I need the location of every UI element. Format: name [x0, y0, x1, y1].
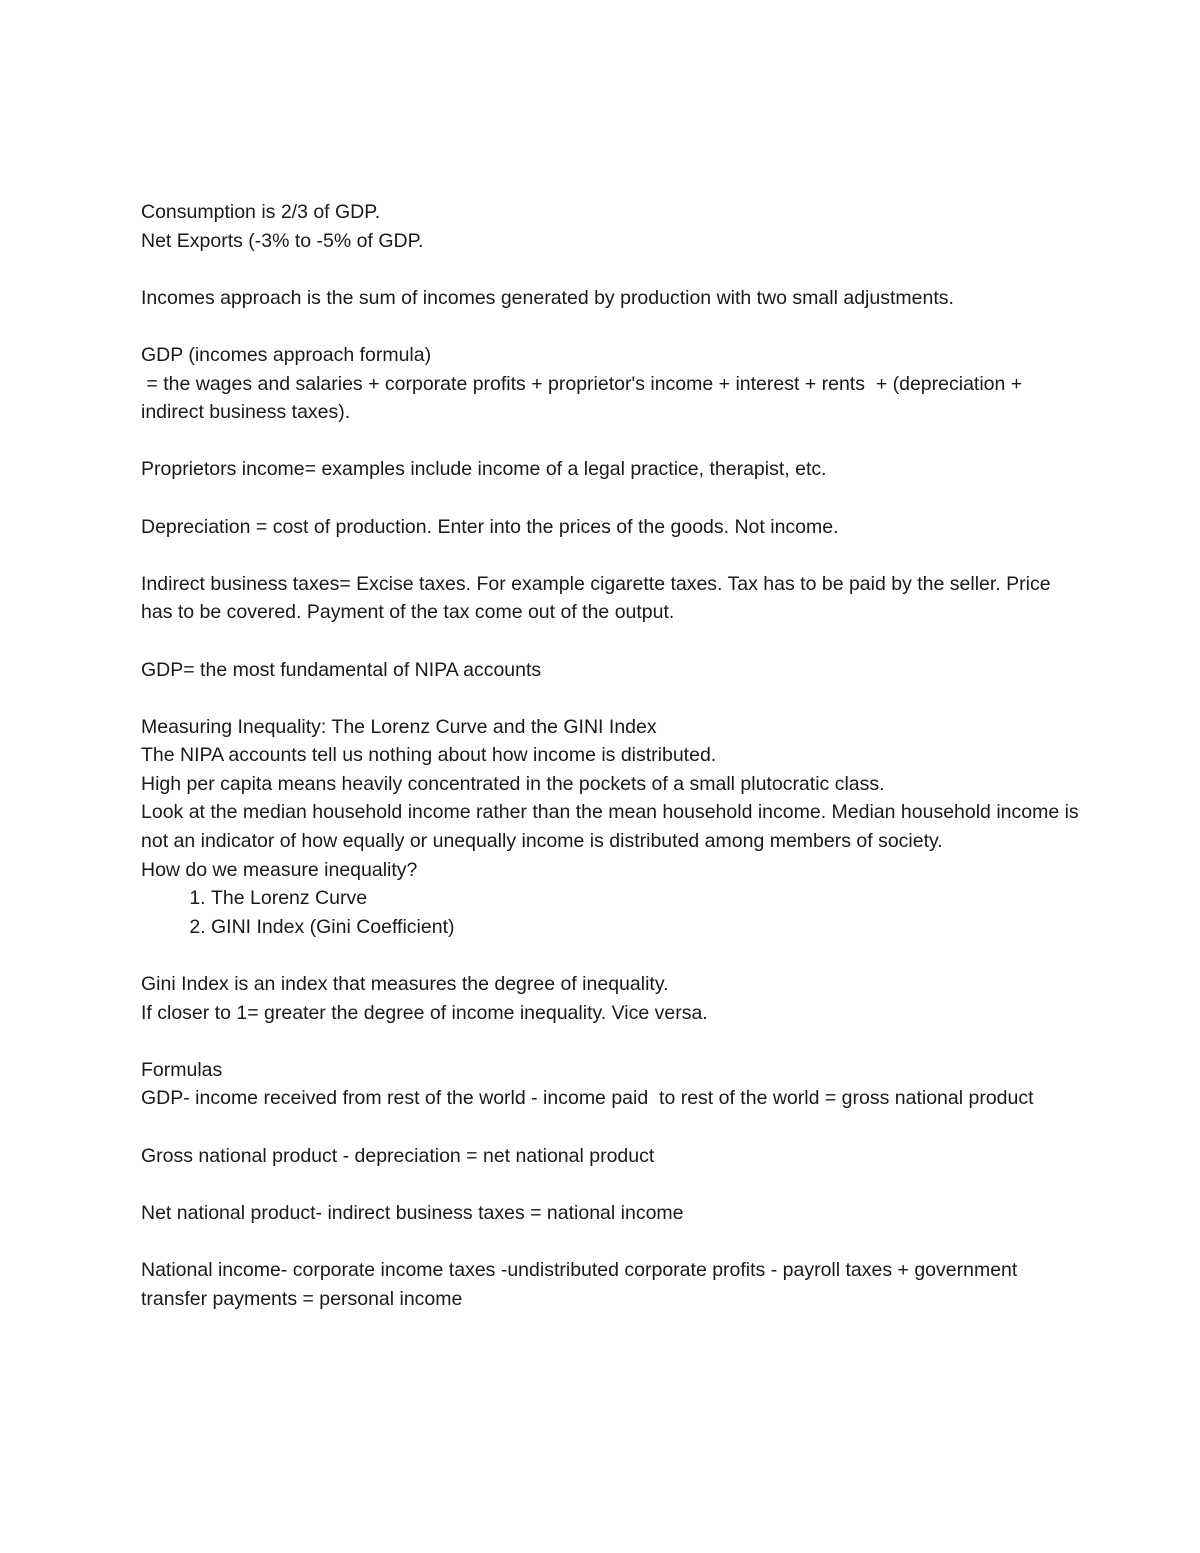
blank-line [141, 1170, 1081, 1199]
depreciation-line: Depreciation = cost of production. Enter into the prices of the goods. Not income. [141, 515, 839, 538]
blank-line [141, 541, 1081, 570]
gdp-formula-heading: GDP (incomes approach formula) [141, 343, 432, 366]
blank-line [141, 684, 1081, 713]
per-capita-line: High per capita means heavily concentrated in the pockets of a small plutocratic class. [141, 772, 885, 795]
document-body [141, 198, 1085, 1313]
blank-line [141, 627, 1081, 656]
blank-line [141, 1227, 1081, 1256]
inequality-heading: Measuring Inequality: The Lorenz Curve and the GINI Index [141, 715, 657, 738]
measure-question: How do we measure inequality? [141, 858, 418, 881]
consumption-line: Consumption is 2/3 of GDP. [141, 201, 381, 223]
gini-definition-line: Gini Index is an index that measures the degree of inequality. [141, 973, 669, 996]
nnp-formula: Gross national product - depreciation = net national product [141, 1144, 655, 1167]
personal-income-formula: National income- corporate income taxes -undistributed corporate profits - payroll taxes + government transfer payments = personal income [141, 1258, 1023, 1310]
list-item: 2. GINI Index (Gini Coefficient) [211, 913, 1081, 942]
measures-list [141, 884, 1081, 941]
blank-line [141, 1113, 1081, 1142]
gdp-nipa-line: GDP= the most fundamental of NIPA accounts [141, 658, 542, 681]
gini-interpretation-line: If closer to 1= greater the degree of income inequality. Vice versa. [141, 1001, 708, 1024]
blank-line [141, 312, 1081, 341]
national-income-formula: Net national product- indirect business taxes = national income [141, 1201, 684, 1224]
incomes-approach-line: Incomes approach is the sum of incomes generated by production with two small adjustments. [141, 286, 954, 309]
indirect-taxes-paragraph: Indirect business taxes= Excise taxes. For example cigarette taxes. Tax has to be paid by the seller. Price has to be covered. Payment of the tax come out of the output. [141, 572, 1056, 624]
blank-line [141, 427, 1081, 456]
blank-line [141, 941, 1081, 970]
blank-line [141, 484, 1081, 513]
nipa-distribution-line: The NIPA accounts tell us nothing about how income is distributed. [141, 744, 717, 767]
net-exports-line: Net Exports (-3% to -5% of GDP. [141, 229, 424, 252]
list-item: 1. The Lorenz Curve [211, 884, 1081, 913]
formulas-heading: Formulas [141, 1058, 223, 1081]
blank-line [141, 255, 1081, 284]
gdp-formula-body: = the wages and salaries + corporate profits + proprietor's income + interest + rents + (depreciation + indirect business taxes). [141, 372, 1028, 424]
proprietors-income-line: Proprietors income= examples include income of a legal practice, therapist, etc. [141, 458, 827, 481]
median-income-paragraph: Look at the median household income rather than the mean household income. Median household income is not an indicator of how equally or unequally income is distributed among members of society. [141, 801, 1085, 853]
gnp-formula: GDP- income received from rest of the world - income paid to rest of the world = gross national product [141, 1087, 1034, 1110]
blank-line [141, 1027, 1081, 1056]
